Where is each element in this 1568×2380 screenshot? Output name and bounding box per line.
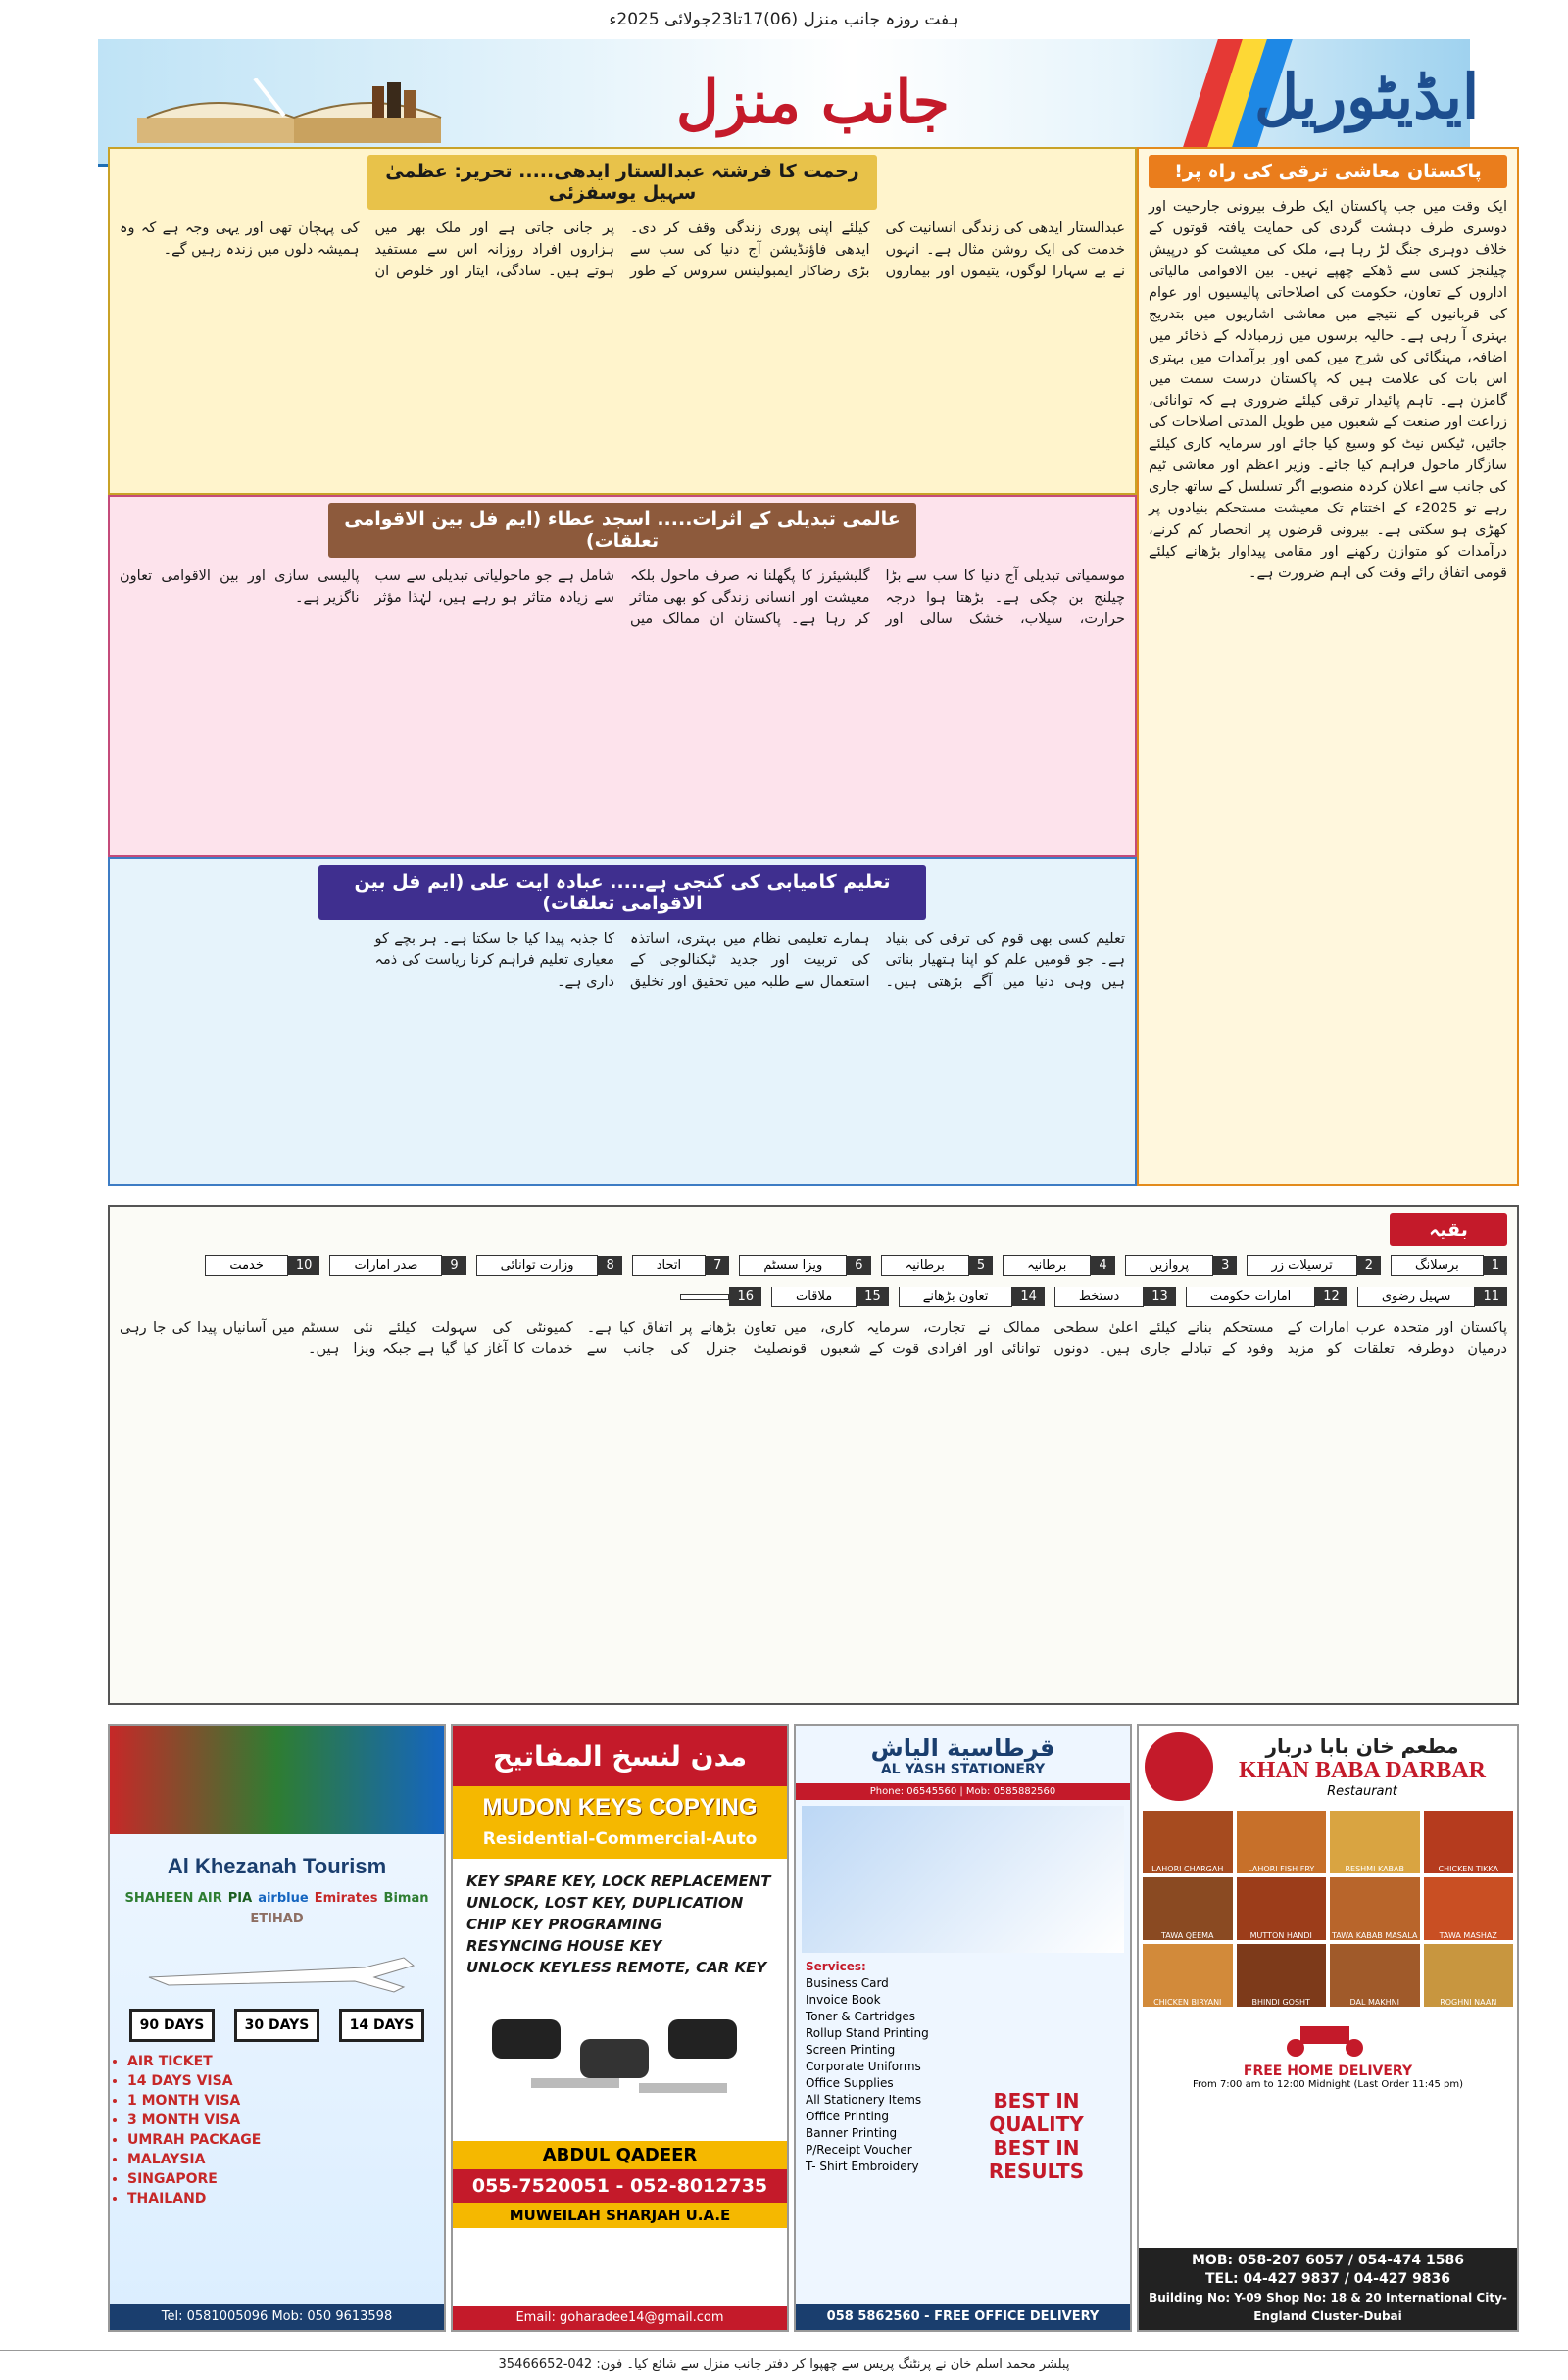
stationery-badge: BEST IN QUALITY [989,2089,1084,2136]
baqiya-box: 9صدر امارات [329,1254,466,1276]
masthead-title: جانب منزل [676,69,950,137]
baqiya-box: 4برطانیہ [1003,1254,1115,1276]
stationery-badge: BEST IN RESULTS [988,2136,1085,2183]
tourism-service: • SINGAPORE [127,2169,444,2189]
baqiya-box: 6ویزا سسٹم [739,1254,870,1276]
restaurant-sub: Restaurant [1327,1784,1397,1799]
keys-service-list [453,1859,787,1990]
stationery-header [796,1726,1130,1777]
tourism-airlines [118,1891,436,1926]
keys-email: Email: goharadee14@gmail.com [453,2306,787,2330]
article-1-title: رحمت کا فرشتہ عبدالستار ایدھی..... تحریر: عظمیٰ سہیل یوسفزئی [368,155,877,210]
stationery-services-title: Services: [806,1960,866,1973]
baqiya-box: 2ترسیلات زر [1247,1254,1381,1276]
baqiya-box: 8وزارت توانائی [476,1254,622,1276]
tourism-service: • MALAYSIA [127,2150,444,2169]
airline-logo: ETIHAD [250,1912,304,1926]
baqiya-box: 10خدمت [205,1254,319,1276]
article-3-panel [108,857,1137,1186]
stationery-service: Office Printing [806,2110,890,2123]
stationery-products-image [802,1806,1124,1953]
article-1-body: عبدالستار ایدھی کی زندگی انسانیت کی خدمت کی ایک روشن مثال ہے۔ انہوں نے بے سہارا لوگوں، یتیموں اور بیماروں کیلئے اپنی پوری زندگی وقف کر دی۔ ایدھی فاؤنڈیشن آج دنیا کی سب سے بڑی رضاکار ایمبولینس سروس کے طور پر جانی جاتی ہے اور ملک بھر میں ہزاروں افراد روزانہ اس سے مستفید ہوتے ہیں۔ سادگی، ایثار اور خلوص ان کی پہچان تھی اور یہی وجہ ہے کہ وہ ہمیشہ دلوں میں زندہ رہیں گے۔ [120,220,1125,279]
baqiya-box: 13دستخط [1054,1286,1176,1307]
menu-item: CHICKEN BIRYANI [1143,1944,1233,2007]
stationery-service: Screen Printing [806,2043,896,2057]
stationery-service: T- Shirt Embroidery [806,2160,919,2173]
tourism-contact: Tel: 0581005096 Mob: 050 9613598 [110,2304,444,2330]
tourism-service: • 1 MONTH VISA [127,2091,444,2111]
stationery-service: Office Supplies [806,2076,894,2090]
tourism-service: • 3 MONTH VISA [127,2111,444,2130]
ad-tourism [108,1724,446,2332]
delivery-scooter-icon [1139,2011,1519,2060]
page-footer: پبلشر محمد اسلم خان نے پرنٹنگ پریس سے چھپوا کر دفتر جانب منزل سے شائع کیا۔ فون: 042-35466652 [0,2350,1568,2379]
tourism-service: • THAILAND [127,2189,444,2209]
airplane-icon [110,1938,446,1997]
dateline: ہفت روزہ جانب منزل (06)17تا23جولائی 2025ء [609,10,959,29]
keys-service: KEY SPARE KEY, LOCK REPLACEMENT [466,1872,771,1890]
ad-restaurant [1137,1724,1519,2332]
editorial-heading: پاکستان معاشی ترقی کی راہ پر! [1149,155,1507,188]
ad-keys [451,1724,789,2332]
menu-item: LAHORI CHARGAH [1143,1811,1233,1873]
restaurant-menu-grid [1139,1807,1517,2011]
car-keys-icon [453,1990,789,2137]
tourism-services [127,2052,444,2209]
editorial-panel [1137,147,1519,1186]
baqiya-box: 14تعاون بڑھانے [899,1286,1045,1307]
restaurant-name: KHAN BABA DARBAR [1238,1758,1487,1783]
baqiya-panel [108,1205,1519,1705]
menu-item: CHICKEN TIKKA [1424,1811,1514,1873]
menu-item: TAWA MASHAZ [1424,1877,1514,1940]
airline-logo: SHAHEEN AIR [124,1891,222,1906]
airline-logo: Emirates [314,1891,378,1906]
menu-item: TAWA KABAB MASALA [1330,1877,1420,1940]
baqiya-box: 15ملاقات [771,1286,889,1307]
tourism-service: • 14 DAYS VISA [127,2071,444,2091]
restaurant-urdu-name: مطعم خان بابا دربار [1265,1734,1459,1758]
tourism-name: Al Khezanah Tourism [167,1854,387,1878]
stationery-footer: 058 5862560 - FREE OFFICE DELIVERY [796,2304,1130,2330]
restaurant-tel: TEL: 04-427 9837 / 04-427 9836 [1204,2271,1451,2287]
menu-item: DAL MAKHNI [1330,1944,1420,2007]
tourism-service: • AIR TICKET [127,2052,444,2071]
restaurant-address: Building No: Y-09 Shop No: 18 & 20 International City-England Cluster-Dubai [1149,2291,1507,2323]
restaurant-logo-icon [1145,1732,1213,1801]
airline-logo: PIA [227,1891,253,1906]
article-2-body: موسمیاتی تبدیلی آج دنیا کا سب سے بڑا چیلنج بن چکی ہے۔ بڑھتا ہوا درجہ حرارت، سیلاب، خشک سالی اور گلیشیئرز کا پگھلنا نہ صرف ماحول بلکہ معیشت اور انسانی زندگی کو بھی متاثر کر رہا ہے۔ پاکستان ان ممالک میں شامل ہے جو ماحولیاتی تبدیلی سے سب سے زیادہ متاثر ہو رہے ہیں، لہٰذا مؤثر پالیسی سازی اور بین الاقوامی تعاون ناگزیر ہے۔ [120,568,1125,627]
books-illustration-icon [137,78,461,147]
stationery-name: AL YASH STATIONERY [880,1762,1046,1777]
baqiya-box: 12امارات حکومت [1186,1286,1348,1307]
article-2-title: عالمی تبدیلی کے اثرات..... اسجد عطاء (ایم فل بین الاقوامی تعلقات) [328,503,916,558]
menu-item: RESHMI KABAB [1330,1811,1420,1873]
airline-logo: Biman [383,1891,429,1906]
stationery-service: Corporate Uniforms [806,2060,921,2073]
stationery-service: Toner & Cartridges [806,2010,916,2023]
days-badge: 14 DAYS [339,2009,425,2042]
keys-service: CHIP KEY PROGRAMING [466,1916,662,1933]
baqiya-box: 16 [680,1286,761,1307]
ad-stationery [794,1724,1132,2332]
tourism-service: • UMRAH PACKAGE [127,2130,444,2150]
baqiya-box-list [120,1254,1507,1307]
restaurant-hours: From 7:00 am to 12:00 Midnight (Last Order 11:45 pm) [1192,2079,1463,2090]
baqiya-box: 5برطانیہ [881,1254,994,1276]
stationery-service: All Stationery Items [806,2093,922,2107]
article-1-panel [108,147,1137,495]
days-badge: 30 DAYS [234,2009,320,2042]
menu-item: BHINDI GOSHT [1237,1944,1327,2007]
baqiya-body: پاکستان اور متحدہ عرب امارات کے درمیان دوطرفہ تعلقات کو مزید مستحکم بنانے کیلئے اعلیٰ سطحی وفود کے تبادلے جاری ہیں۔ دونوں ممالک نے تجارت، سرمایہ کاری، توانائی اور افرادی قوت کے شعبوں میں تعاون بڑھانے پر اتفاق کیا ہے۔ قونصلیٹ جنرل کی جانب سے کمیونٹی کی سہولت کیلئے نئی خدمات کا آغاز کیا گیا ہے جبکہ ویزا سسٹم میں آسانیاں پیدا کی جا رہی ہیں۔ [120,1320,1507,1357]
days-badge: 90 DAYS [129,2009,216,2042]
stationery-service: Rollup Stand Printing [806,2026,929,2040]
menu-item: LAHORI FISH FRY [1237,1811,1327,1873]
section-title: ایڈیٹوریل [1254,61,1480,132]
restaurant-mob: MOB: 058-207 6057 / 054-474 1586 [1191,2253,1465,2268]
baqiya-box: 3پروازیں [1125,1254,1238,1276]
keys-service: UNLOCK, LOST KEY, DUPLICATION [466,1894,744,1912]
baqiya-box: 11سہیل رضوی [1357,1286,1507,1307]
restaurant-contact [1139,2248,1517,2330]
keys-contact-name: ABDUL QADEER [453,2141,787,2169]
keys-phones: 055-7520051 - 052-8012735 [453,2169,787,2203]
stationery-contact: Phone: 06545560 | Mob: 0585882560 [796,1783,1130,1800]
keys-location: MUWEILAH SHARJAH U.A.E [453,2203,787,2228]
stationery-badges [943,2089,1130,2183]
keys-service: UNLOCK KEYLESS REMOTE, CAR KEY [466,1959,767,1976]
stationery-service: Banner Printing [806,2126,898,2140]
baqiya-box: 1برسلانگ [1391,1254,1507,1276]
article-3-body: تعلیم کسی بھی قوم کی ترقی کی بنیاد ہے۔ جو قومیں علم کو اپنا ہتھیار بناتی ہیں وہی دنیا میں آگے بڑھتی ہیں۔ ہمارے تعلیمی نظام میں بہتری، اساتذہ کی تربیت اور جدید ٹیکنالوجی کے استعمال سے طلبہ میں تحقیق اور تخلیق کا جذبہ پیدا کیا جا سکتا ہے۔ ہر بچے کو معیاری تعلیم فراہم کرنا ریاست کی ذمہ داری ہے۔ [374,931,1125,990]
tourism-landmarks-image [110,1726,444,1834]
menu-item: MUTTON HANDI [1237,1877,1327,1940]
keys-arabic-title: مدن لنسخ المفاتيح [453,1726,787,1786]
menu-item: ROGHNI NAAN [1424,1944,1514,2007]
article-2-panel [108,495,1137,857]
restaurant-header [1139,1726,1517,1807]
restaurant-delivery: FREE HOME DELIVERY [1243,2064,1413,2079]
baqiya-box: 7اتحاد [632,1254,730,1276]
keys-service: RESYNCING HOUSE KEY [466,1937,662,1955]
tourism-day-badges [120,2009,434,2042]
keys-subtitle: Residential-Commercial-Auto [453,1829,787,1859]
article-3-title: تعلیم کامیابی کی کنجی ہے..... عبادہ ایت علی (ایم فل بین الاقوامی تعلقات) [318,865,926,920]
stationery-arabic-name: قرطاسية الياش [870,1734,1055,1762]
baqiya-title: بقیہ [1390,1213,1507,1246]
stationery-service: Invoice Book [806,1993,881,2007]
editorial-body: ایک وقت میں جب پاکستان ایک طرف بیرونی جارحیت اور دوسری طرف دہشت گردی کی حمایت یافتہ قوتوں کے خلاف دوہری جنگ لڑ رہا ہے، ملک کی معیشت کو درپیش چیلنجز کسی سے ڈھکے چھپے نہیں۔ بین الاقوامی مالیاتی اداروں کے تعاون، حکومت کی اصلاحاتی پالیسیوں اور عوام کی قربانیوں کے نتیجے میں معاشی اشاریوں میں بتدریج بہتری آ رہی ہے۔ حالیہ برسوں میں زرمبادلہ کے ذخائر میں اضافہ، مہنگائی کی شرح میں کمی اور برآمدات میں بہتری اس بات کی علامت ہیں کہ پاکستان درست سمت میں گامزن ہے۔ تاہم پائیدار ترقی کیلئے ضروری ہے کہ توانائی، زراعت اور صنعت کے شعبوں میں طویل المدتی اصلاحات کی جائیں، ٹیکس نیٹ کو وسیع کیا جائے اور سرمایہ کاری کیلئے سازگار ماحول فراہم کیا جائے۔ وزیر اعظم اور معاشی ٹیم کی جانب سے اعلان کردہ منصوبے اگر تسلسل کے ساتھ جاری رہے تو 2025ء کے اختتام تک معیشت مستحکم بنیادوں پر کھڑی ہو سکتی ہے۔ بیرونی قرضوں پر انحصار کم کرنے، درآمدات کو متوازن رکھنے اور مقامی پیداوار بڑھانے کیلئے قومی اتفاق رائے وقت کی اہم ضرورت ہے۔ [1149,199,1507,581]
stationery-service: P/Receipt Voucher [806,2143,912,2157]
airline-logo: airblue [258,1891,309,1906]
stationery-service: Business Card [806,1976,889,1990]
menu-item: TAWA QEEMA [1143,1877,1233,1940]
keys-title: MUDON KEYS COPYING [453,1786,787,1829]
